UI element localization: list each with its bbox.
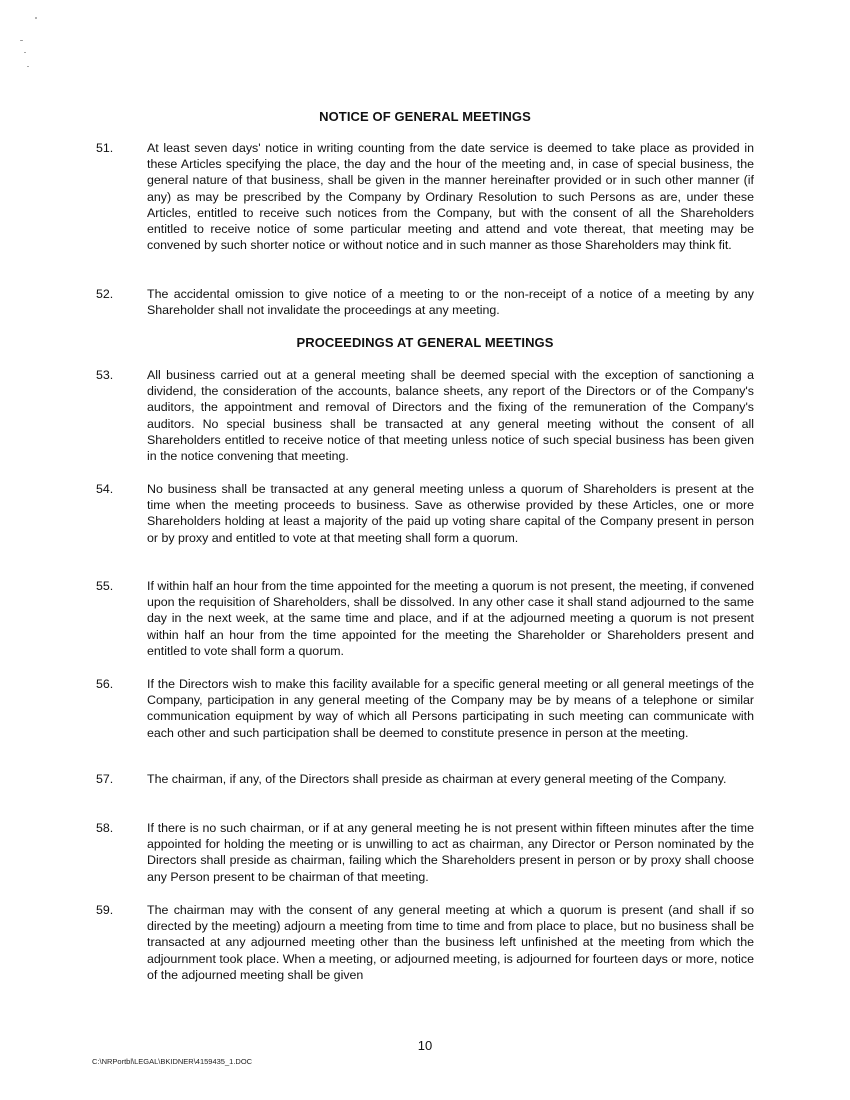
- clause-number: 58.: [96, 821, 114, 835]
- clause-text: If there is no such chairman, or if at any general meeting he is not present within fifteen minutes after the time appointed for holding the meeting or is unwilling to act as chairman, any Director or Person nominated by the Directors shall preside as chairman, failing which the Shareholders present in person or by proxy shall choose any Person present to be chairman of that meeting.: [147, 821, 754, 884]
- footer-file-path: C:\NRPortbl\LEGAL\BKIDNER\4159435_1.DOC: [92, 1057, 253, 1066]
- clause-text: At least seven days' notice in writing counting from the date service is deemed to take place as provided in these Articles specifying the place, the day and the hour of the meeting and, in case of special business, the general nature of that business, shall be given in the manner hereinafter provided or in such other manner (if any) as may be prescribed by the Company by Ordinary Resolution to such Persons as are, under these Articles, entitled to receive such notices from the Company, but with the consent of all the Shareholders entitled to receive notice of some particular meeting and attend and vote thereat, that meeting may be convened by such shorter notice or without notice and in such manner as those Shareholders may think fit.: [147, 141, 754, 253]
- clause-number: 57.: [96, 772, 114, 786]
- heading-notice-of-general-meetings: NOTICE OF GENERAL MEETINGS: [319, 109, 531, 124]
- page-number: 10: [417, 1038, 433, 1053]
- clause-number: 56.: [96, 677, 114, 691]
- scan-speck: [20, 40, 23, 41]
- clause-text: If the Directors wish to make this facility available for a specific general meeting or all general meetings of the Company, participation in any general meeting of the Company may be by means of a telephone or similar communication equipment by way of which all Persons participating in such meeting can communicate with each other and such participation shall be deemed to constitute presence in person at the meeting.: [147, 677, 754, 740]
- clause-text: If within half an hour from the time appointed for the meeting a quorum is not present, the meeting, if convened upon the requisition of Shareholders, shall be dissolved. In any other case it shall stand adjourned to the same day in the next week, at the same time and place, and if at the adjourned meeting a quorum is not present within half an hour from the time appointed for the meeting the Shareholder or Shareholders present and entitled to vote shall form a quorum.: [147, 579, 754, 658]
- clause-number: 52.: [96, 287, 114, 301]
- clause-text: All business carried out at a general meeting shall be deemed special with the exception of sanctioning a dividend, the consideration of the accounts, balance sheets, any report of the Directors or of the Company's auditors, the appointment and removal of Directors and the fixing of the remuneration of the Company's auditors. No special business shall be transacted at any general meeting without the consent of all Shareholders entitled to receive notice of that meeting unless notice of such special business has been given in the notice convening that meeting.: [147, 368, 754, 464]
- clause-text: The accidental omission to give notice of a meeting to or the non-receipt of a notice of a meeting by any Shareholder shall not invalidate the proceedings at any meeting.: [147, 287, 754, 318]
- scan-speck: [24, 52, 26, 53]
- clause-number: 53.: [96, 368, 114, 382]
- scan-speck: [35, 17, 37, 19]
- scan-speck: [27, 66, 29, 67]
- clause-number: 54.: [96, 482, 114, 496]
- clause-number: 51.: [96, 141, 114, 155]
- clause-number: 59.: [96, 903, 114, 917]
- clause-text: No business shall be transacted at any general meeting unless a quorum of Shareholders is present at the time when the meeting proceeds to business. Save as otherwise provided by these Articles, one or more Shareholders holding at least a majority of the paid up voting share capital of the Company present in person or by proxy and entitled to vote at that meeting shall form a quorum.: [147, 482, 754, 545]
- clause-text: The chairman, if any, of the Directors shall preside as chairman at every general meeting of the Company.: [147, 772, 727, 786]
- clause-number: 55.: [96, 579, 114, 593]
- clause-text: The chairman may with the consent of any general meeting at which a quorum is present (and shall if so directed by the meeting) adjourn a meeting from time to time and from place to place, but no business shall be transacted at any adjourned meeting other than the business left unfinished at the meeting from which the adjournment took place. When a meeting, or adjourned meeting, is adjourned for fourteen days or more, notice of the adjourned meeting shall be given: [147, 903, 754, 982]
- heading-proceedings-at-general-meetings: PROCEEDINGS AT GENERAL MEETINGS: [296, 335, 554, 350]
